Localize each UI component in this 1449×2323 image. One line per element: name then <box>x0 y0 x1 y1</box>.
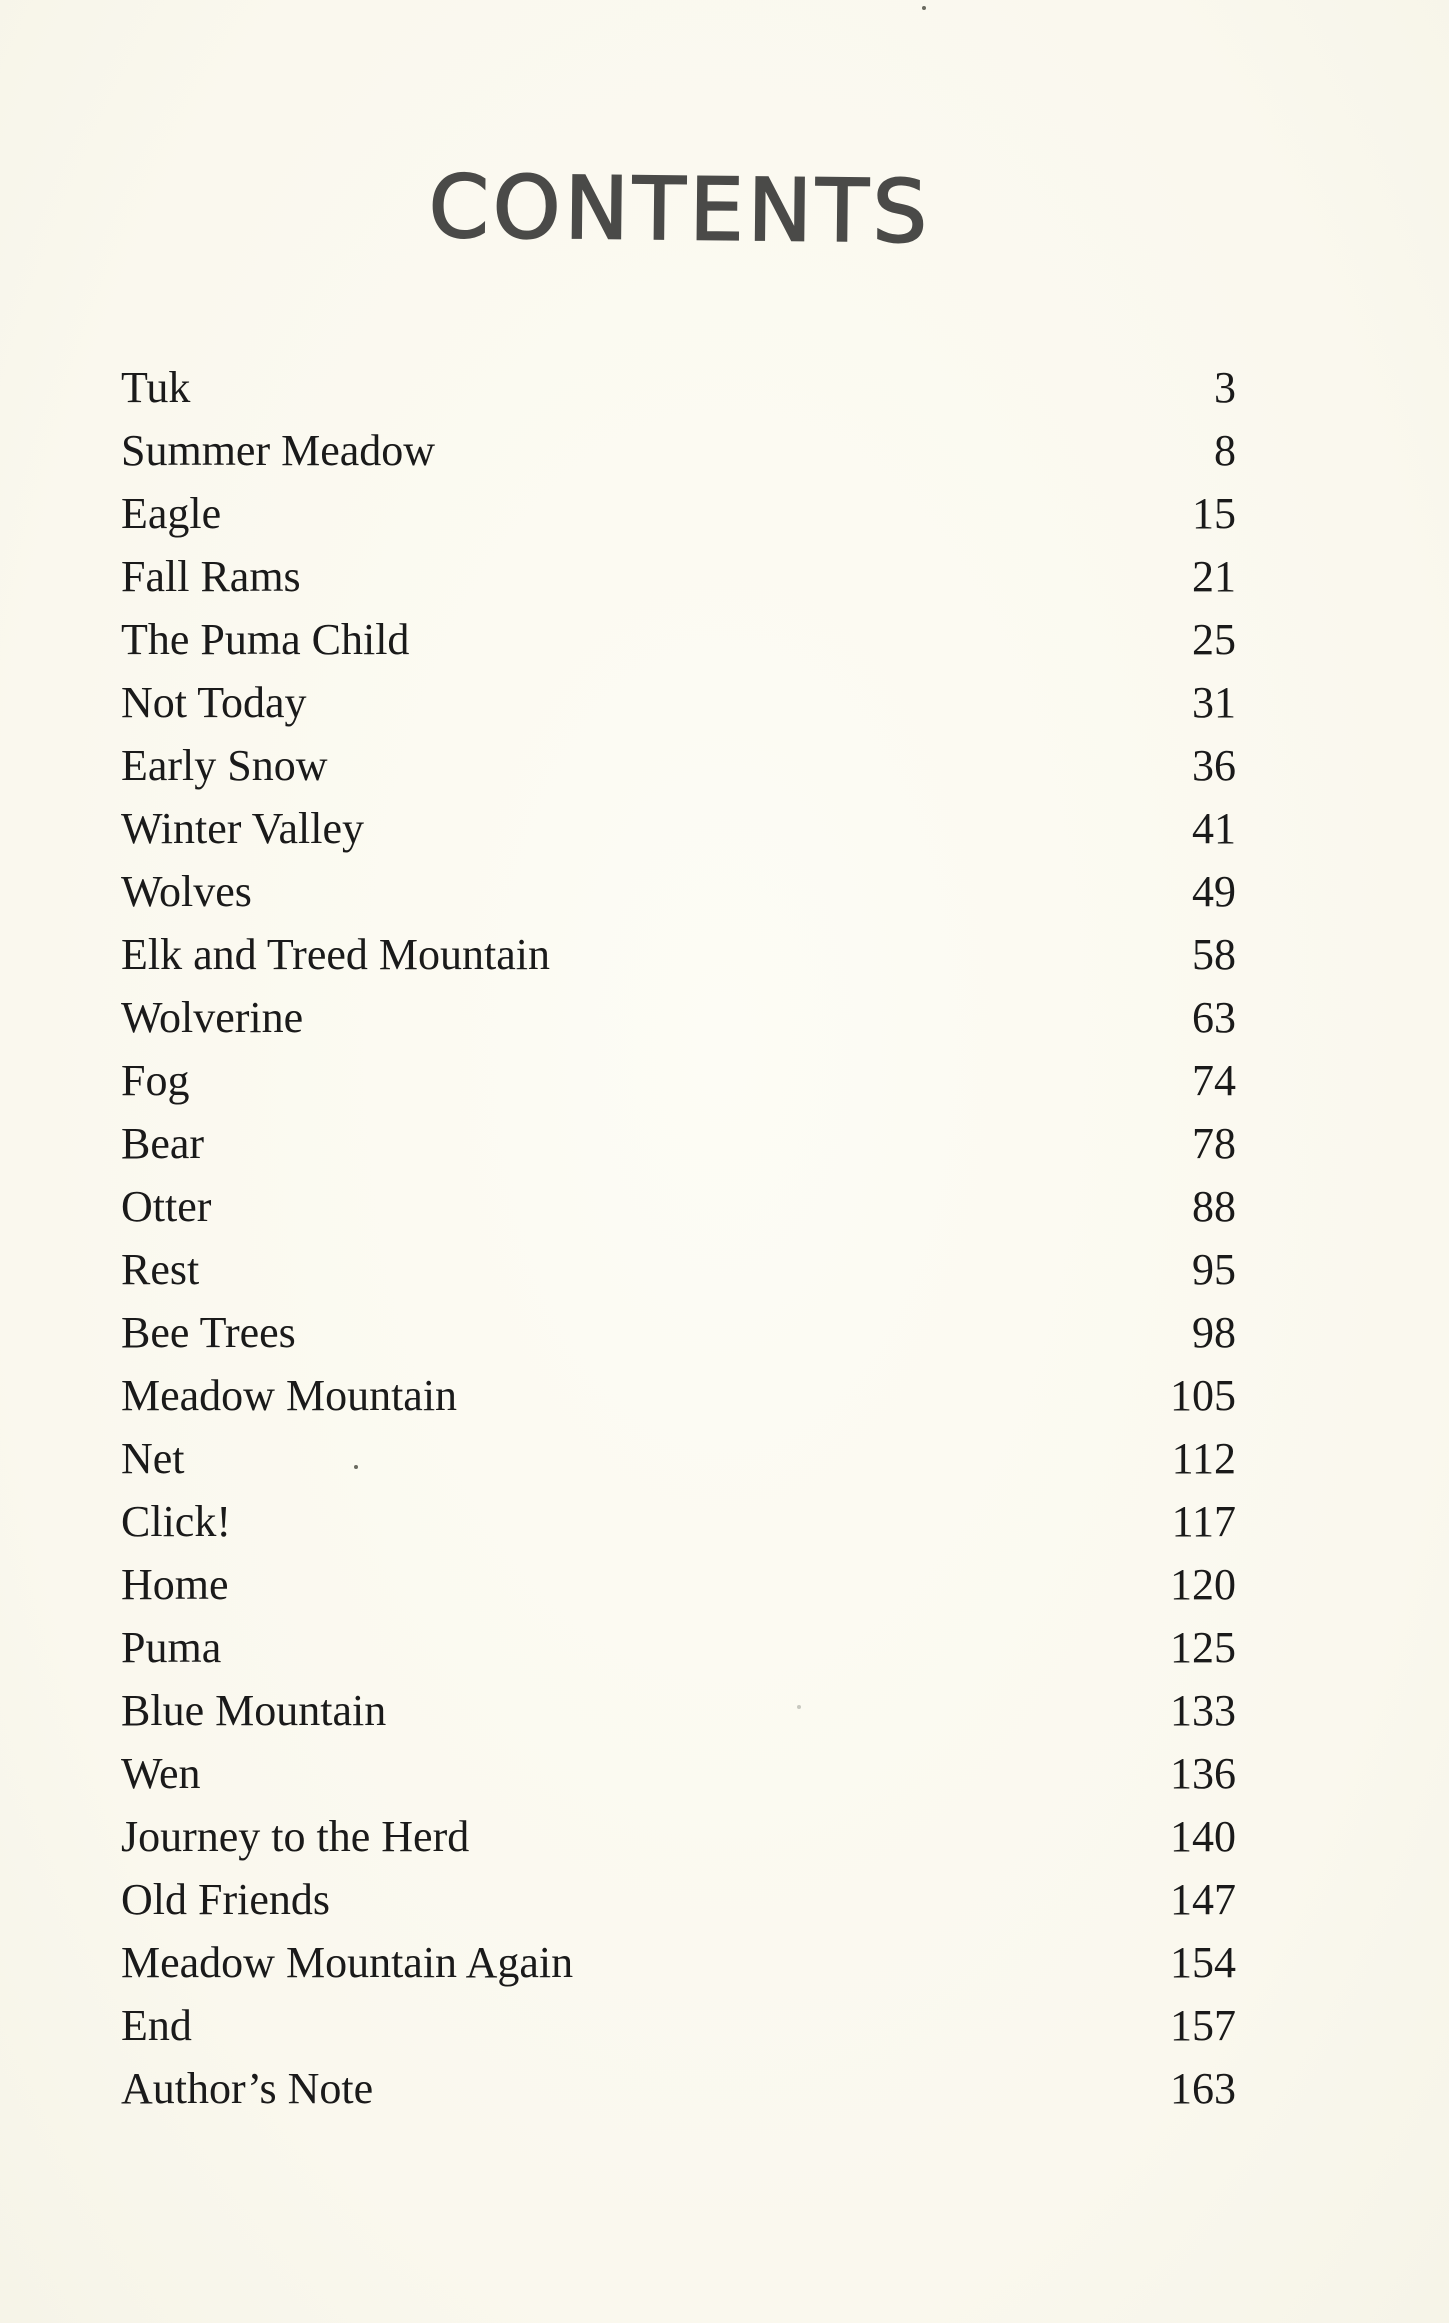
toc-entry <box>121 1616 1236 1679</box>
toc-entry <box>121 482 1236 545</box>
page-number: 140 <box>1170 1812 1236 1861</box>
chapter-title: Fall Rams <box>121 552 301 601</box>
chapter-title: The Puma Child <box>121 615 410 664</box>
page-number: 117 <box>1171 1497 1236 1546</box>
chapter-title: Otter <box>121 1182 212 1231</box>
page-number: 136 <box>1170 1749 1236 1798</box>
toc-entry <box>121 2057 1236 2120</box>
chapter-title: Click! <box>121 1497 231 1546</box>
chapter-title: Wolverine <box>121 993 304 1042</box>
toc-entry <box>121 608 1236 671</box>
chapter-title: Elk and Treed Mountain <box>121 930 550 979</box>
toc-entry <box>121 986 1236 1049</box>
page-number: 125 <box>1170 1623 1236 1672</box>
toc-entry <box>121 1490 1236 1553</box>
page-number: 15 <box>1192 489 1236 538</box>
page-number: 74 <box>1192 1056 1236 1105</box>
toc-entry <box>121 1112 1236 1175</box>
toc-entry <box>121 1805 1236 1868</box>
page-number: 63 <box>1192 993 1236 1042</box>
toc-entry <box>121 356 1236 419</box>
chapter-title: Meadow Mountain <box>121 1371 458 1420</box>
chapter-title: Eagle <box>121 489 222 538</box>
toc-entry <box>121 1364 1236 1427</box>
chapter-title: Winter Valley <box>121 804 365 853</box>
chapter-title: Bee Trees <box>121 1308 296 1357</box>
chapter-title: End <box>121 2001 192 2050</box>
toc-entry <box>121 419 1236 482</box>
toc-entry <box>121 671 1236 734</box>
page-number: 163 <box>1170 2064 1236 2113</box>
page-number: 8 <box>1214 426 1236 475</box>
page-number: 95 <box>1192 1245 1236 1294</box>
page-number: 25 <box>1192 615 1236 664</box>
page-number: 157 <box>1170 2001 1236 2050</box>
toc-entry <box>121 734 1236 797</box>
toc-entry <box>121 1931 1236 1994</box>
chapter-title: Bear <box>121 1119 205 1168</box>
page-number: 41 <box>1192 804 1236 853</box>
page-number: 78 <box>1192 1119 1236 1168</box>
toc-entry <box>121 1868 1236 1931</box>
chapter-title: Puma <box>121 1623 222 1672</box>
paper-speck <box>797 1705 801 1709</box>
chapter-title: Author’s Note <box>121 2064 374 2113</box>
toc-entry <box>121 1679 1236 1742</box>
toc-entry <box>121 1427 1236 1490</box>
page-number: 36 <box>1192 741 1236 790</box>
page-number: 147 <box>1170 1875 1236 1924</box>
chapter-title: Wen <box>121 1749 201 1798</box>
page-number: 105 <box>1170 1371 1236 1420</box>
page-number: 133 <box>1170 1686 1236 1735</box>
chapter-title: Net <box>121 1434 185 1483</box>
chapter-title: Wolves <box>121 867 252 916</box>
toc-entry <box>121 1301 1236 1364</box>
chapter-title: Meadow Mountain Again <box>121 1938 574 1987</box>
paper-speck <box>354 1465 358 1469</box>
page-number: 3 <box>1214 363 1236 412</box>
contents-heading: CONTENTS <box>428 157 932 263</box>
page-number: 88 <box>1192 1182 1236 1231</box>
toc-entry <box>121 923 1236 986</box>
toc-entry <box>121 1553 1236 1616</box>
chapter-title: Old Friends <box>121 1875 330 1924</box>
page-number: 21 <box>1192 552 1236 601</box>
toc-entry <box>121 545 1236 608</box>
toc-entry <box>121 860 1236 923</box>
page-number: 112 <box>1171 1434 1236 1483</box>
chapter-title: Not Today <box>121 678 307 727</box>
paper-speck <box>922 6 926 10</box>
chapter-title: Blue Mountain <box>121 1686 387 1735</box>
toc-entry <box>121 1742 1236 1805</box>
toc-entry <box>121 1238 1236 1301</box>
page-number: 31 <box>1192 678 1236 727</box>
toc-entry <box>121 1175 1236 1238</box>
toc-entry <box>121 1994 1236 2057</box>
chapter-title: Home <box>121 1560 229 1609</box>
chapter-title: Tuk <box>121 363 191 412</box>
toc-entry <box>121 1049 1236 1112</box>
chapter-title: Rest <box>121 1245 200 1294</box>
page-number: 120 <box>1170 1560 1236 1609</box>
page-number: 154 <box>1170 1938 1236 1987</box>
table-of-contents <box>121 356 1236 2120</box>
page-number: 58 <box>1192 930 1236 979</box>
chapter-title: Fog <box>121 1056 190 1105</box>
toc-entry <box>121 797 1236 860</box>
chapter-title: Journey to the Herd <box>121 1812 470 1861</box>
page-number: 98 <box>1192 1308 1236 1357</box>
chapter-title: Summer Meadow <box>121 426 436 475</box>
page-number: 49 <box>1192 867 1236 916</box>
chapter-title: Early Snow <box>121 741 328 790</box>
